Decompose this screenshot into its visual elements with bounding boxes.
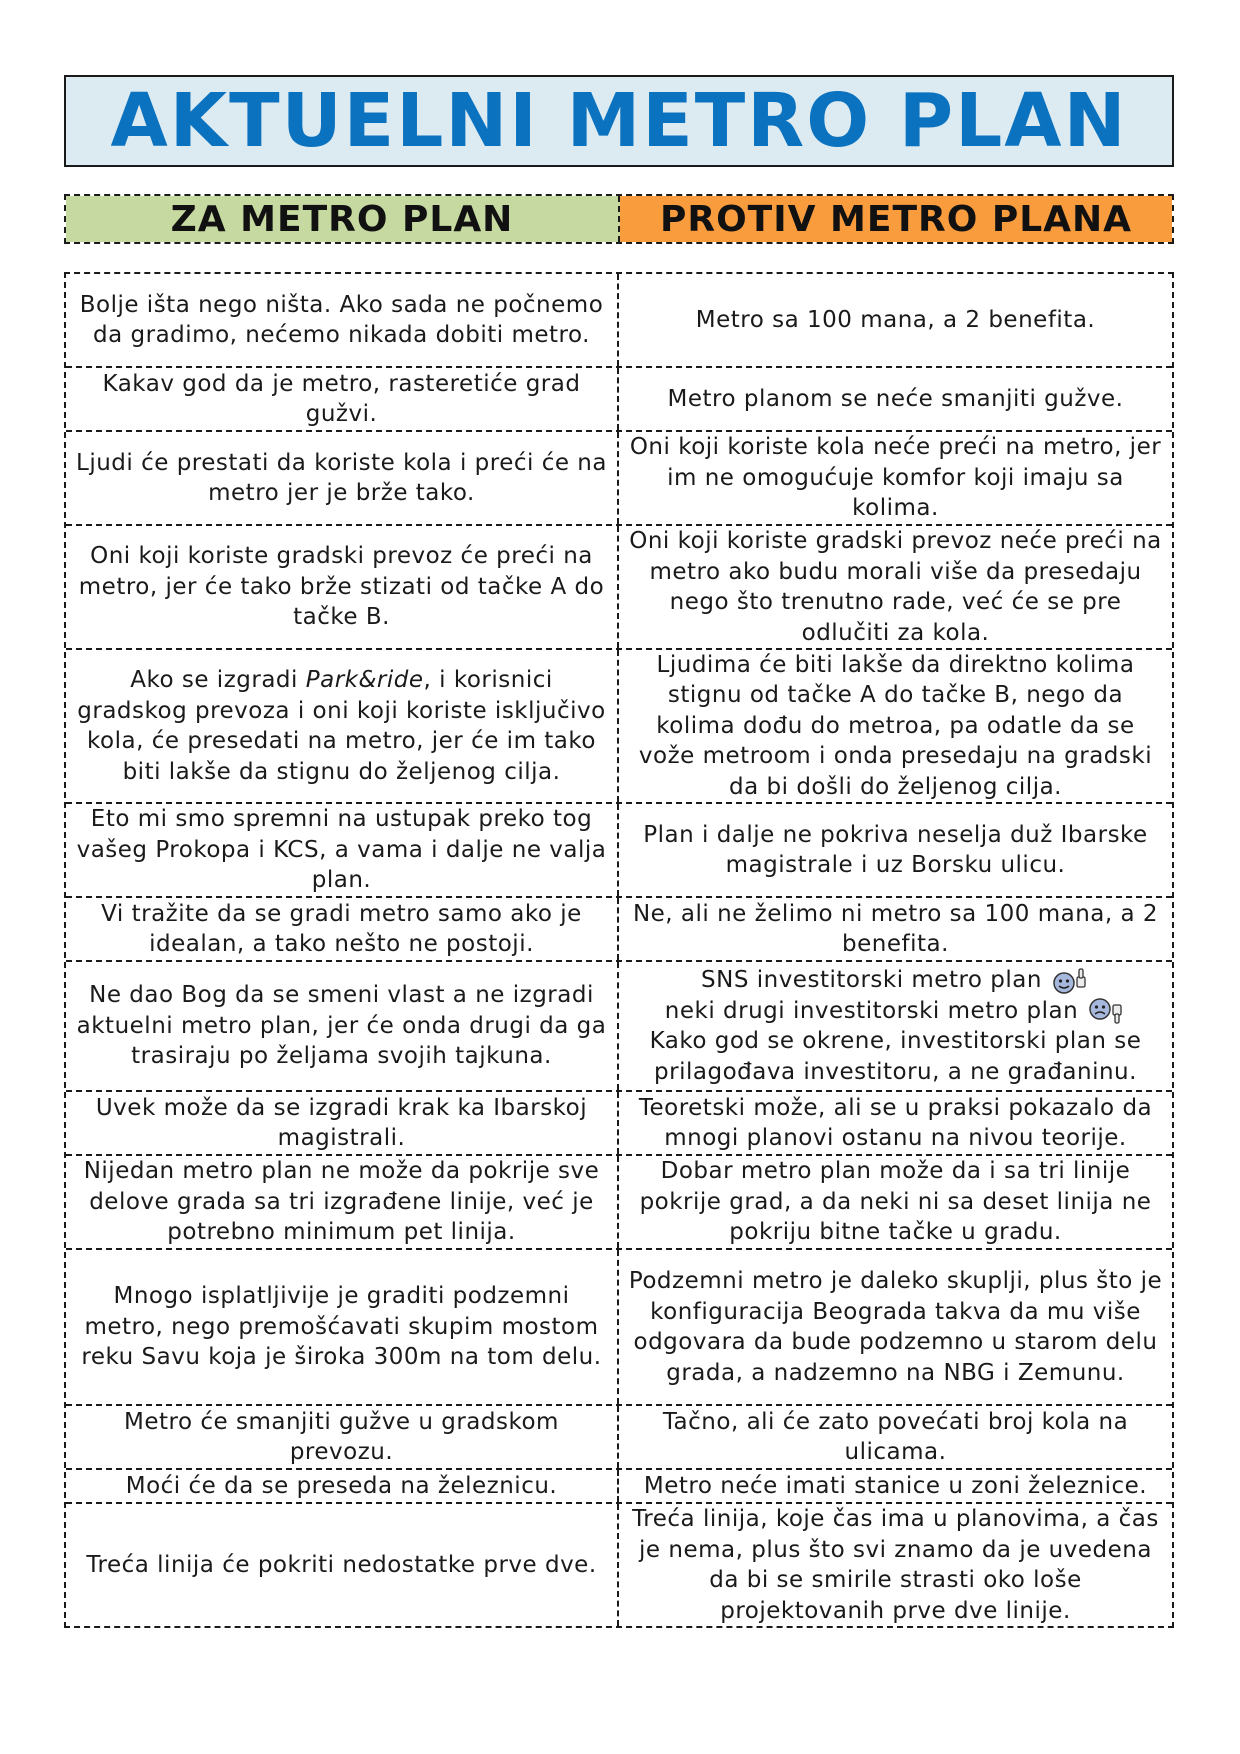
table-row (66, 648, 1172, 802)
against-cell (619, 962, 1172, 1090)
for-text-prefix: Ako se izgradi (130, 667, 306, 693)
for-cell: Moći će da se preseda na železnicu. (66, 1470, 619, 1502)
for-cell: Nijedan metro plan ne može da pokrije sve delove grada sa tri izgrađene linije, već je potrebno minimum pet linija. (66, 1156, 619, 1248)
table-row (66, 1468, 1172, 1502)
investor-plan-text: Kako god se okrene, investitorski plan se prilagođava investitoru, a ne građaninu. (649, 1028, 1142, 1085)
against-header: PROTIV METRO PLANA (620, 196, 1172, 242)
against-cell: Podzemni metro je daleko skuplji, plus što je konfiguracija Beograda takva da mu više odgovara da bude podzemno u starom delu grada, a nadzemno na NBG i Zemunu. (628, 1268, 1163, 1386)
table-row (66, 430, 1172, 524)
against-cell: Dobar metro plan može da i sa tri linije pokrije grad, a da neki ni sa deset linija ne pokriju bitne tačke u gradu. (639, 1158, 1152, 1246)
table-row (66, 896, 1172, 960)
for-cell: Mnogo isplatljivije je graditi podzemni metro, nego premošćavati skupim mostom reku Savu koja je široka 300m na tom delu. (66, 1250, 619, 1404)
against-cell: Plan i dalje ne pokriva neselja duž Ibarske magistrale i uz Borsku ulicu. (643, 821, 1148, 878)
for-cell: Treća linija će pokriti nedostatke prve dve. (66, 1504, 619, 1626)
table-row (66, 802, 1172, 896)
table-row (66, 1502, 1172, 1626)
table-row (66, 1090, 1172, 1154)
against-cell: Ne, ali ne želimo ni metro sa 100 mana, a 2 benefita. (632, 900, 1159, 957)
for-cell: Uvek može da se izgradi krak ka Ibarskoj magistrali. (66, 1092, 619, 1154)
for-text-suffix: , i korisnici gradskog prevoza i oni koji koriste isključivo kola, će presedati na metro, jer će im tako biti lakše da stignu do željenog cilja. (77, 667, 606, 785)
against-cell: Oni koji koriste kola neće preći na metro, jer im ne omogućuje komfor koji imaju sa kolima. (629, 434, 1162, 522)
against-cell: Treća linija, koje čas ima u planovima, a čas je nema, plus što svi znamo da je uvedena da bi se smirile strasti oko loše projektovanih prve dve linije. (632, 1506, 1159, 1624)
title-box (64, 75, 1174, 167)
for-cell: Vi tražite da se gradi metro samo ako je idealan, a tako nešto ne postoji. (66, 898, 619, 960)
against-cell: Metro sa 100 mana, a 2 benefita. (695, 306, 1096, 333)
against-cell-text (627, 965, 1164, 1087)
table-row (66, 1154, 1172, 1248)
against-cell: Tačno, ali će zato povećati broj kola na ulicama. (662, 1408, 1129, 1465)
for-cell: Bolje išta nego ništa. Ako sada ne počnemo da gradimo, nećemo nikada dobiti metro. (66, 274, 619, 366)
table-row (66, 524, 1172, 648)
against-cell: Oni koji koriste gradski prevoz neće preći na metro ako budu morali više da presedaju nego što trenutno rade, već će se pre odlučiti za kola. (629, 528, 1162, 646)
other-plan-text: neki drugi investitorski metro plan (664, 997, 1079, 1024)
for-cell: Eto mi smo spremni na ustupak preko tog vašeg Prokopa i KCS, a vama i dalje ne valja plan. (66, 804, 619, 896)
against-cell: Metro planom se neće smanjiti gužve. (667, 385, 1124, 412)
for-cell: Metro će smanjiti gužve u gradskom prevozu. (66, 1406, 619, 1468)
table-row (66, 1404, 1172, 1468)
other-plan-line (627, 996, 1164, 1027)
for-cell: Ljudi će prestati da koriste kola i preći će na metro jer je brže tako. (66, 432, 619, 524)
for-cell: Ne dao Bog da se smeni vlast a ne izgradi aktuelni metro plan, jer će onda drugi da ga trasiraju po željama svojih tajkuna. (66, 962, 619, 1090)
sns-plan-line (627, 965, 1164, 996)
arguments-table (64, 272, 1174, 1628)
for-cell: Kakav god da je metro, rasteretiće grad gužvi. (66, 368, 619, 430)
sns-plan-text: SNS investitorski metro plan (701, 967, 1042, 993)
for-cell: Oni koji koriste gradski prevoz će preći na metro, jer će tako brže stizati od tačke A do tačke B. (66, 526, 619, 648)
table-row (66, 960, 1172, 1090)
thumbs-down-smiley-icon (1086, 996, 1126, 1026)
column-headers (64, 194, 1174, 244)
table-row (66, 274, 1172, 366)
for-header: ZA METRO PLAN (66, 196, 620, 242)
table-row (66, 1248, 1172, 1404)
against-cell: Ljudima će biti lakše da direktno kolima stignu od tačke A do tačke B, nego da kolima dođu do metroa, pa odatle da se vože metroom i onda presedaju na gradski da bi došli do željenog cilja. (638, 651, 1153, 800)
against-cell: Teoretski može, ali se u praksi pokazalo da mnogi planovi ostanu na nivou teorije. (638, 1094, 1153, 1151)
table-row (66, 366, 1172, 430)
thumbs-up-smiley-icon (1050, 966, 1090, 996)
park-ride-term: Park&ride (305, 667, 424, 693)
for-cell (66, 650, 619, 802)
for-cell-text (74, 665, 609, 787)
page-title: AKTUELNI METRO PLAN (110, 78, 1128, 164)
against-cell: Metro neće imati stanice u zoni železnice. (643, 1472, 1148, 1499)
